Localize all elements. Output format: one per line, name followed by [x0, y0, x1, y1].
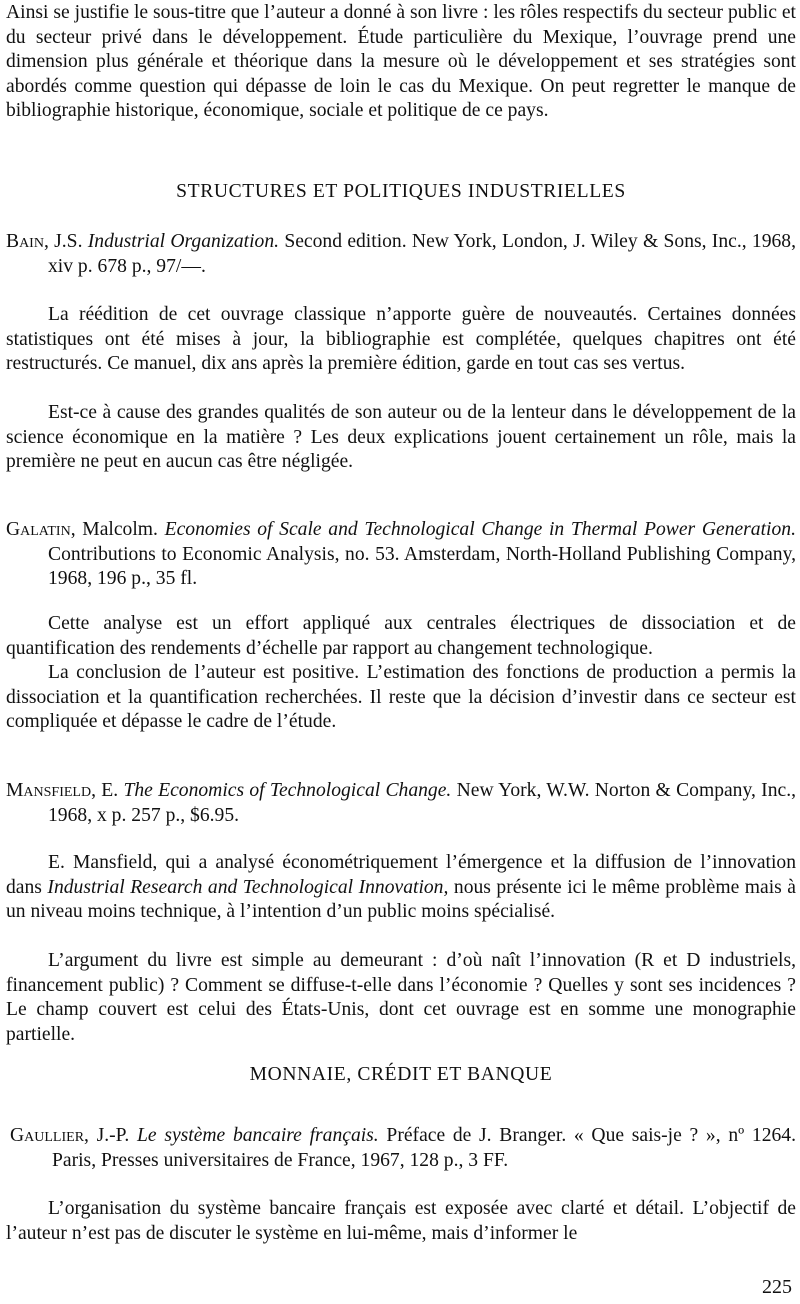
review-paragraph: Est-ce à cause des grandes qualités de son auteur ou de la lenteur dans le développement de la science économique en la matière ? Les deux explications jouent certainement un rôle, mais la première ne peut en aucun cas être négligée.	[6, 402, 796, 472]
intro-paragraph: Ainsi se justifie le sous-titre que l’auteur a donné à son livre : les rôles respectifs du secteur public et du secteur privé dans le développement. Étude particulière du Mexique, l’ouvrage prend une dimension plus générale et théorique dans la mesure où le développement et ses stratégies sont abordés comme question qui dépasse de loin le cas du Mexique. On peut regretter le manque de bibliographie historique, économique, sociale et politique de ce pays.	[6, 2, 796, 121]
bibliographic-entry-gaullier	[10, 1124, 796, 1173]
review-paragraph: Cette analyse est un effort appliqué aux centrales électriques de dissociation et de quantification des rendements d’échelle par rapport au changement technologique.	[6, 613, 796, 659]
page-number: 225	[762, 1276, 792, 1298]
review-text: nous présente ici le même problème mais à un niveau moins technique, à l’intention d’un public moins spécialisé.	[6, 876, 796, 922]
entry-initials: , Malcolm.	[70, 519, 165, 540]
review-paragraph: La conclusion de l’auteur est positive. L’estimation des fonctions de production a permis la dissociation et la quantification recherchées. Il reste que la décision d’investir dans ce secteur est compliquée et dépasse le cadre de l’étude.	[6, 662, 796, 732]
section-title-money: MONNAIE, CRÉDIT ET BANQUE	[249, 1064, 553, 1085]
review-paragraph: L’argument du livre est simple au demeurant : d’où naît l’innovation (R et D industriels, financement public) ? Comment se diffuse-t-elle dans l’économie ? Quelles y sont ses incidences ? Le champ couvert est celui des États-Unis, dont cet ouvrage est en somme une monographie partielle.	[6, 950, 796, 1045]
entry-details: Préface de J. Branger. « Que sais-je ? », nº 1264. Paris, Presses universitaires de France, 1967, 128 p., 3 FF.	[52, 1125, 796, 1171]
entry-author: Galatin	[6, 519, 71, 540]
review-paragraph	[6, 851, 796, 925]
review-paragraph: La réédition de cet ouvrage classique n’apporte guère de nouveautés. Certaines données statistiques ont été mises à jour, la bibliographie est complétée, quelques chapitres ont été restructurés. Ce manuel, dix ans après la première édition, garde en tout cas ses vertus.	[6, 304, 796, 374]
entry-details: Contributions to Economic Analysis, no. 53. Amsterdam, North-Holland Publishing Company, 1968, 196 p., 35 fl.	[48, 543, 796, 589]
review-paragraph: L’organisation du système bancaire français est exposée avec clarté et détail. L’objectif de l’auteur n’est pas de discuter le système en lui-même, mais d’informer le	[6, 1198, 796, 1244]
review-text: E. Mansfield, qui a analysé économétriquement l’émergence et la diffusion de l’innovation dans	[6, 852, 796, 898]
bibliographic-entry-bain	[6, 230, 796, 279]
entry-author: Bain	[6, 231, 44, 252]
entry-author: Gaullier	[10, 1125, 85, 1146]
bibliographic-entry-galatin	[6, 518, 796, 592]
section-title-industrial: STRUCTURES ET POLITIQUES INDUSTRIELLES	[176, 181, 626, 202]
entry-initials: , J.-P.	[84, 1125, 138, 1146]
entry-title: The Economics of Technological Change.	[123, 780, 452, 801]
entry-initials: , E.	[91, 780, 124, 801]
entry-author: Mansfield	[6, 780, 92, 801]
entry-title: Industrial Organization.	[87, 231, 280, 252]
entry-title: Le système bancaire français.	[137, 1125, 379, 1146]
cited-title: Industrial Research and Technological Innovation,	[47, 876, 449, 898]
entry-details: Second edition. New York, London, J. Wiley & Sons, Inc., 1968, xiv p. 678 p., 97/—.	[48, 231, 797, 277]
entry-title: Economies of Scale and Technological Change in Thermal Power Generation.	[164, 519, 796, 540]
entry-initials: , J.S.	[43, 231, 88, 252]
entry-details: New York, W.W. Norton & Company, Inc., 1968, x p. 257 p., $6.95.	[48, 780, 796, 826]
bibliographic-entry-mansfield	[6, 779, 796, 828]
